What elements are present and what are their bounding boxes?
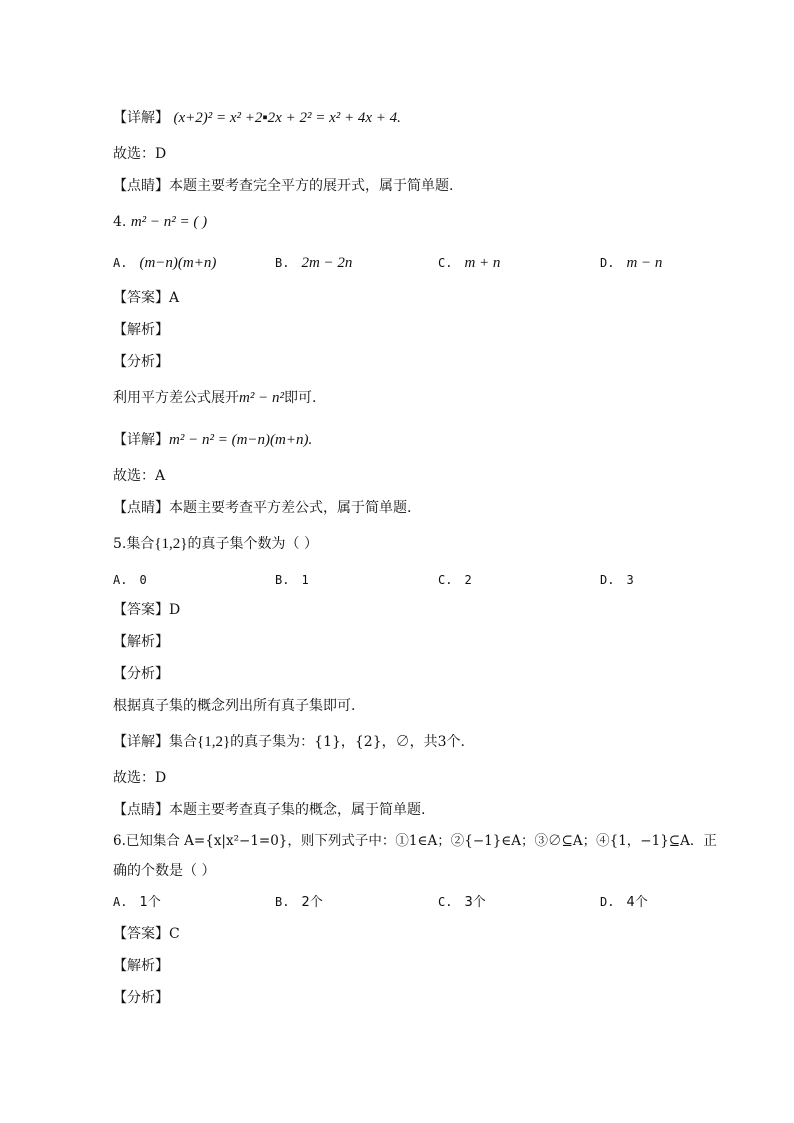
question-6-line-2: 确的个数是（ ）	[113, 863, 216, 879]
q4-detail: 【详解】m² − n² = (m−n)(m+n).	[113, 432, 313, 448]
choose-line-1: 故选：D	[113, 146, 167, 162]
question-4	[113, 212, 207, 232]
q5-analysis: 根据真子集的概念列出所有真子集即可.	[113, 698, 356, 714]
q6-option-c: C. 3个	[438, 895, 486, 910]
q6-option-a: A. 1个	[113, 895, 161, 910]
q5-jiexi: 【解析】	[113, 634, 169, 650]
q6-jiexi: 【解析】	[113, 958, 169, 974]
q5-answer: 【答案】D	[113, 602, 181, 618]
q4-fenxi: 【分析】	[113, 354, 169, 370]
question-5: 5.集合{1,2}的真子集个数为（ ）	[113, 536, 318, 552]
q5-option-a: A. 0	[113, 573, 147, 587]
q4-option-c: C. m + n	[438, 255, 501, 271]
q6-answer: 【答案】C	[113, 926, 180, 942]
q6-fenxi: 【分析】	[113, 990, 169, 1006]
q4-option-b: B. 2m − 2n	[275, 255, 353, 271]
q5-choose: 故选：D	[113, 770, 167, 786]
q5-option-c: C. 2	[438, 573, 472, 587]
q4-answer: 【答案】A	[113, 290, 180, 306]
q6-option-d: D. 4个	[600, 895, 648, 910]
detail-formula: (x+2)² = x² +2▪2x + 2² = x² + 4x + 4.	[173, 110, 401, 126]
q6-option-b: B. 2个	[275, 895, 323, 910]
note-tag: 【点睛】	[113, 178, 169, 194]
note-line-1	[113, 176, 453, 196]
q5-option-b: B. 1	[275, 573, 309, 587]
q4-jiexi: 【解析】	[113, 322, 169, 338]
q5-option-d: D. 3	[600, 573, 634, 587]
question-number: 4.	[113, 214, 127, 230]
q4-choose: 故选：A	[113, 468, 166, 484]
note-text: 本题主要考查完全平方的展开式，属于简单题.	[169, 178, 454, 194]
question-formula: m² − n² = ( )	[130, 214, 208, 230]
q5-note: 【点睛】本题主要考查真子集的概念，属于简单题.	[113, 802, 426, 818]
q4-option-d: D. m − n	[600, 255, 663, 271]
detail-line-1	[113, 108, 401, 128]
q5-detail: 【详解】集合{1,2}的真子集为：{1}，{2}，∅，共3个.	[113, 734, 465, 750]
question-6-line-1: 6.已知集合 A={x|x²−1=0}，则下列式子中：①1∈A；②{−1}∈A；③∅⊆A；④{1，−1}⊆A．正	[113, 833, 717, 849]
q5-fenxi: 【分析】	[113, 666, 169, 682]
q4-option-a: A. (m−n)(m+n)	[113, 255, 217, 271]
q4-analysis: 利用平方差公式展开m² − n²即可.	[113, 390, 317, 406]
detail-tag: 【详解】	[113, 110, 169, 126]
q4-note: 【点睛】本题主要考查平方差公式，属于简单题.	[113, 500, 412, 516]
